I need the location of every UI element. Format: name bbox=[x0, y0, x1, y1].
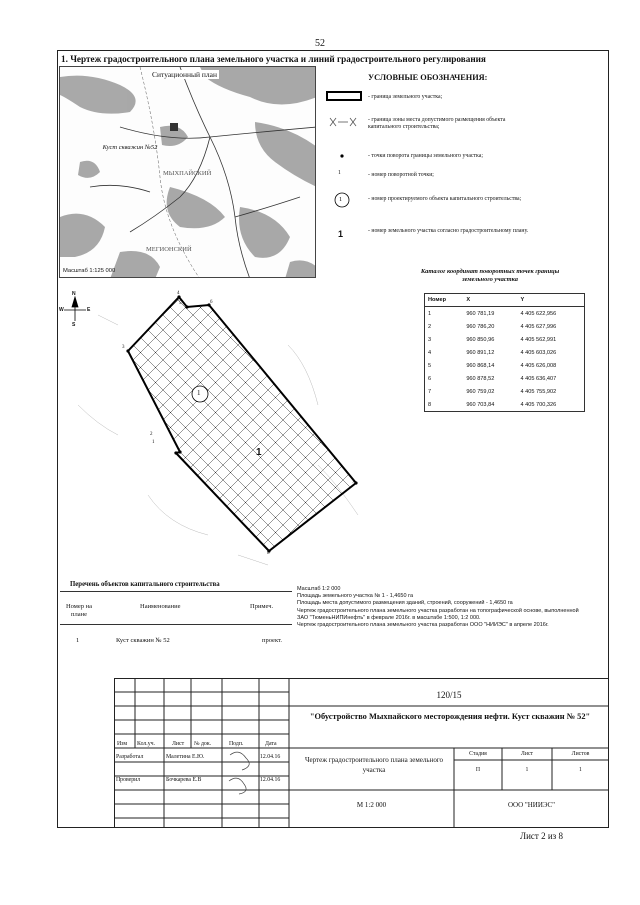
situation-scale: Масштаб 1:125 000 bbox=[63, 268, 116, 274]
legend-item-turn-points: - точки поворота границы земельного участка; bbox=[368, 153, 483, 159]
plot-boundary-symbol bbox=[327, 92, 361, 100]
object-row-number: 1 bbox=[76, 637, 80, 644]
area-label-mykhpaisky: МЫХПАЙСКИЙ bbox=[163, 170, 212, 177]
compass-w: W bbox=[59, 307, 64, 313]
stage-value: П bbox=[475, 767, 481, 773]
area-label-megionsky: МЕГИОНСКИЙ bbox=[146, 246, 192, 253]
turn-point-label-2: 2 bbox=[150, 432, 153, 437]
object-row-note: проект. bbox=[262, 637, 282, 644]
sheet-title: Чертеж градостроительного плана земельного участка bbox=[304, 756, 444, 774]
objects-table-rule bbox=[60, 624, 292, 625]
signature-2 bbox=[229, 778, 246, 794]
compass-n: N bbox=[72, 291, 76, 297]
checker-date: 12.04.16 bbox=[260, 777, 281, 783]
stamp-scale: М 1:2 000 bbox=[356, 801, 387, 809]
note-zone-area: Площадь места допустимого размещения зданий, строений, сооружений - 1,4650 га bbox=[297, 600, 513, 607]
legend-item-turn-point-number: - номер поворотной точки; bbox=[368, 172, 434, 178]
object-symbol-number: 1 bbox=[339, 196, 343, 203]
role-checked: Проверил bbox=[116, 777, 141, 783]
plot-drawing bbox=[58, 285, 368, 575]
turn-point-label-6: 6 bbox=[210, 300, 213, 305]
turn-point-label-5: 5 bbox=[179, 301, 182, 306]
turn-point-number-symbol: 1 bbox=[338, 170, 341, 176]
page-number: 52 bbox=[315, 38, 325, 49]
table-row: 4 960 891,12 4 405 603,026 bbox=[428, 349, 557, 356]
col-izm: Изм bbox=[117, 741, 128, 747]
col-podp: Подп. bbox=[229, 741, 244, 747]
coordinate-catalog-table bbox=[424, 293, 585, 412]
note-developer: Чертеж градостроительного плана земельного участка разработан ООО "НИИЭС" в апреле 2016г. bbox=[297, 622, 549, 629]
compass-e: E bbox=[87, 307, 91, 313]
legend-item-object-number: - номер проектируемого объекта капитального строительства; bbox=[368, 196, 522, 202]
object-row-name: Куст скважин № 52 bbox=[116, 637, 170, 644]
catalog-col-y: Y bbox=[517, 294, 584, 307]
table-row: 5 960 868,14 4 405 626,008 bbox=[428, 362, 557, 369]
plot-number-symbol: 1 bbox=[338, 229, 344, 239]
objects-col-note: Примеч. bbox=[250, 603, 274, 610]
doc-code: 120/15 bbox=[436, 690, 462, 700]
project-title: "Обустройство Мыхпайского месторождения нефти. Куст скважин № 52" bbox=[309, 712, 591, 721]
col-kol-uch: Кол.уч. bbox=[137, 741, 156, 747]
situation-plan-label: Ситуационный план bbox=[152, 70, 218, 79]
legend-item-plot-number: - номер земельного участка согласно градостроительному плану. bbox=[368, 228, 529, 234]
table-row: 3 960 850,96 4 405 562,991 bbox=[428, 336, 557, 343]
role-developed: Разработал bbox=[116, 754, 144, 760]
col-list: Лист bbox=[172, 741, 185, 747]
sheet-value: 1 bbox=[525, 767, 529, 773]
drawing-title: 1. Чертеж градостроительного плана земельного участка и линий градостроительного регулирования bbox=[61, 54, 486, 64]
objects-col-number: Номер на плане bbox=[65, 603, 93, 618]
legend-title: УСЛОВНЫЕ ОБОЗНАЧЕНИЯ: bbox=[368, 73, 488, 82]
catalog-col-number: Номер bbox=[425, 294, 463, 307]
legend-item-plot-boundary: - граница земельного участка; bbox=[368, 94, 443, 100]
zone-boundary-symbol bbox=[330, 118, 356, 126]
note-topo-basis: Чертеж градостроительного плана земельного участка разработан на топографической основе, выполненной ЗАО "ТюменьНИПИнефть" в феврале 2016г. в масштабе 1:500, 1:2 000. bbox=[297, 607, 579, 621]
table-row: 2 960 786,20 4 405 627,996 bbox=[428, 323, 557, 330]
col-doc-no: № док. bbox=[194, 741, 212, 747]
north-arrow-icon bbox=[64, 297, 86, 321]
note-plot-area: Площадь земельного участка № 1 - 1,4650 га bbox=[297, 593, 414, 600]
sheets-header: Листов bbox=[571, 751, 590, 757]
objects-list-title: Перечень объектов капитального строительства bbox=[70, 581, 220, 588]
table-row: 6 960 878,52 4 405 636,407 bbox=[428, 375, 557, 382]
legend-symbols bbox=[326, 88, 366, 248]
objects-col-name: Наименование bbox=[140, 603, 181, 610]
well-cluster-map-label: Куст скважин №52 bbox=[102, 144, 158, 151]
table-row: 1 960 781,19 4 405 622,956 bbox=[428, 310, 557, 317]
developer-date: 12.04.16 bbox=[260, 754, 281, 760]
col-date: Дата bbox=[265, 741, 277, 747]
turn-point-label-4: 4 bbox=[177, 291, 180, 296]
catalog-title: Каталог координат поворотных точек границы земельного участка bbox=[420, 268, 560, 283]
checker-name: Бочкарева Е.В bbox=[166, 777, 202, 783]
turn-point-label-1: 1 bbox=[152, 440, 155, 445]
catalog-col-x: X bbox=[463, 294, 517, 307]
organization: ООО "НИИЭС" bbox=[507, 801, 556, 809]
turn-point-label-7: 7 bbox=[352, 480, 355, 485]
signature-1 bbox=[230, 752, 249, 770]
compass-s: S bbox=[72, 322, 76, 328]
turn-point-label-8: 8 bbox=[267, 551, 270, 556]
turn-point-label-3: 3 bbox=[122, 345, 125, 350]
table-row: 8 960 703,84 4 405 700,326 bbox=[428, 401, 557, 408]
objects-table-rule bbox=[60, 591, 292, 592]
sheet-header: Лист bbox=[520, 751, 534, 757]
turn-point-symbol bbox=[340, 154, 343, 157]
developer-name: Малетина Е.Ю. bbox=[166, 754, 205, 760]
plot-number-label: 1 bbox=[256, 447, 262, 458]
sheet-of-count: Лист 2 из 8 bbox=[520, 831, 563, 841]
note-scale: Масштаб 1:2 000 bbox=[297, 586, 341, 592]
sheets-value: 1 bbox=[579, 767, 582, 773]
plot-grid bbox=[58, 285, 368, 575]
drawing-notes bbox=[297, 586, 587, 629]
table-row: 7 960 759,02 4 405 755,902 bbox=[428, 388, 557, 395]
legend-item-zone-boundary: - граница зоны места допустимого размещения объекта капитального строительства; bbox=[368, 117, 506, 130]
object-number-label: 1 bbox=[197, 389, 201, 397]
stage-header: Стадия bbox=[469, 751, 487, 757]
